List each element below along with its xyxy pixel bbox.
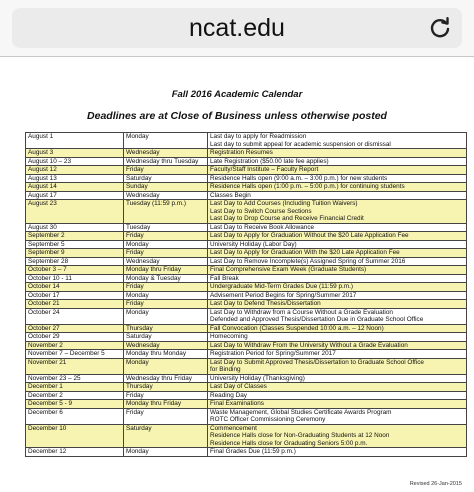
date-cell: October 3 – 7 — [26, 266, 124, 275]
event-cell — [208, 383, 467, 392]
event-line: Last Day of Classes — [210, 383, 267, 390]
date-cell: December 10 — [26, 424, 124, 448]
event-cell — [208, 149, 467, 158]
table-row — [26, 391, 467, 400]
date-cell: November 23 – 25 — [26, 374, 124, 383]
table-row — [26, 266, 467, 275]
date-cell: October 17 — [26, 291, 124, 300]
table-row — [26, 274, 467, 283]
event-line: Residence Halls open (1:00 p.m. – 5:00 p.m.) for continuing students — [210, 183, 405, 190]
day-cell: Wednesday — [124, 191, 208, 200]
url-text: ncat.edu — [189, 14, 285, 42]
event-line: Defended and Approved Thesis/Dissertation Due in Graduate School Office — [210, 316, 424, 323]
day-cell: Monday thru Friday — [124, 400, 208, 409]
day-cell: Friday — [124, 391, 208, 400]
table-row — [26, 400, 467, 409]
date-cell: December 1 — [26, 383, 124, 392]
day-cell: Thursday — [124, 383, 208, 392]
day-cell: Thursday — [124, 324, 208, 333]
event-line: Last Day to Drop Course and Receive Financial Credit — [210, 215, 364, 222]
day-cell: Monday — [124, 240, 208, 249]
table-row — [26, 408, 467, 424]
event-line: ROTC Officer Commissioning Ceremony — [210, 416, 326, 423]
table-row — [26, 200, 467, 224]
table-row — [26, 223, 467, 232]
event-line: Final Examinations — [210, 400, 264, 407]
event-line: Last day to apply for Readmission — [210, 133, 307, 140]
event-line: Residence Halls close for Graduating Seniors 5:00 p.m. — [210, 439, 368, 447]
event-cell — [208, 333, 467, 342]
day-cell: Saturday — [124, 333, 208, 342]
day-cell: Wednesday thru Tuesday — [124, 157, 208, 166]
event-cell — [208, 257, 467, 266]
event-line: Last Day to Switch Course Sections — [210, 207, 312, 215]
calendar-subtitle: Deadlines are at Close of Business unless otherwise posted — [87, 110, 387, 122]
day-cell: Wednesday — [124, 257, 208, 266]
event-cell — [208, 174, 467, 183]
table-row — [26, 240, 467, 249]
event-line: Fall Convocation (Classes Suspended 10:00 a.m. – 12 Noon) — [210, 324, 384, 332]
event-cell — [208, 300, 467, 309]
table-row — [26, 308, 467, 324]
event-cell — [208, 166, 467, 175]
date-cell: September 28 — [26, 257, 124, 266]
table-row — [26, 133, 467, 149]
date-cell: November 2 — [26, 341, 124, 350]
event-line: Classes Begin — [210, 191, 251, 199]
day-cell: Saturday — [124, 174, 208, 183]
date-cell: November 7 – December 5 — [26, 350, 124, 359]
event-line: Residence Halls open (9:00 a.m. – 3:00 p.m.) for new students — [210, 174, 388, 182]
calendar-table — [25, 132, 467, 457]
date-cell: August 10 – 23 — [26, 157, 124, 166]
calendar-title: Fall 2016 Academic Calendar — [171, 89, 303, 100]
table-row — [26, 157, 467, 166]
date-cell: August 23 — [26, 200, 124, 224]
table-row — [26, 166, 467, 175]
event-cell — [208, 133, 467, 149]
event-line: Last day to submit appeal for academic suspension or dismissal — [210, 140, 391, 148]
event-cell — [208, 341, 467, 350]
date-cell: October 21 — [26, 300, 124, 309]
event-cell — [208, 274, 467, 283]
table-row — [26, 191, 467, 200]
event-cell — [208, 232, 467, 241]
event-cell — [208, 358, 467, 374]
table-row — [26, 358, 467, 374]
event-cell — [208, 391, 467, 400]
browser-address-bar — [0, 0, 474, 57]
table-row — [26, 249, 467, 258]
date-cell: September 9 — [26, 249, 124, 258]
date-cell: September 5 — [26, 240, 124, 249]
event-cell — [208, 350, 467, 359]
event-line: Last Day to Withdraw From the University Without a Grade Evaluation — [210, 341, 408, 349]
date-cell: August 3 — [26, 149, 124, 158]
event-cell — [208, 183, 467, 192]
event-line: Homecoming — [210, 333, 248, 340]
table-row — [26, 291, 467, 300]
event-line: University Holiday (Thanksgiving) — [210, 374, 305, 382]
date-cell: October 27 — [26, 324, 124, 333]
event-line: Fall Break — [210, 274, 239, 282]
event-cell — [208, 249, 467, 258]
day-cell: Friday — [124, 408, 208, 424]
event-line: Last Day to Remove Incomplete(s) Assigned Spring of Summer 2016 — [210, 257, 406, 265]
day-cell: Friday — [124, 166, 208, 175]
day-cell: Monday thru Friday — [124, 266, 208, 275]
event-line: Final Grades Due (11:59 p.m.) — [210, 448, 296, 455]
date-cell: September 2 — [26, 232, 124, 241]
event-line: Last Day to Withdraw from a Course Without a Grade Evaluation — [210, 308, 393, 316]
day-cell: Wednesday — [124, 341, 208, 350]
day-cell: Monday — [124, 448, 208, 457]
date-cell: December 5 - 9 — [26, 400, 124, 409]
event-cell — [208, 223, 467, 232]
date-cell: October 24 — [26, 308, 124, 324]
event-cell — [208, 157, 467, 166]
date-cell: August 14 — [26, 183, 124, 192]
date-cell: December 6 — [26, 408, 124, 424]
event-cell — [208, 448, 467, 457]
table-row — [26, 232, 467, 241]
event-cell — [208, 291, 467, 300]
date-cell: December 2 — [26, 391, 124, 400]
date-cell: August 30 — [26, 223, 124, 232]
table-row — [26, 257, 467, 266]
table-row — [26, 149, 467, 158]
event-line: Last Day to Receive Book Allowance — [210, 223, 315, 231]
table-row — [26, 333, 467, 342]
day-cell: Monday & Tuesday — [124, 274, 208, 283]
table-row — [26, 300, 467, 309]
event-cell — [208, 283, 467, 292]
day-cell: Monday — [124, 358, 208, 374]
table-row — [26, 174, 467, 183]
event-cell — [208, 324, 467, 333]
day-cell: Tuesday (11:59 p.m.) — [124, 200, 208, 224]
event-line: Residence Halls close for Non-Graduating Students at 12 Noon — [210, 432, 390, 439]
day-cell: Friday — [124, 232, 208, 241]
event-line: Last Day to Defend Thesis/Dissertation — [210, 300, 321, 307]
event-cell — [208, 400, 467, 409]
day-cell: Monday — [124, 291, 208, 300]
event-cell — [208, 424, 467, 448]
event-line: University Holiday (Labor Day) — [210, 240, 297, 248]
event-cell — [208, 408, 467, 424]
event-cell — [208, 240, 467, 249]
table-row — [26, 383, 467, 392]
table-row — [26, 324, 467, 333]
url-field[interactable] — [12, 8, 462, 48]
document-page — [0, 57, 474, 492]
event-cell — [208, 200, 467, 224]
day-cell: Friday — [124, 283, 208, 292]
date-cell: August 13 — [26, 174, 124, 183]
event-line: Advisement Period Begins for Spring/Summer 2017 — [210, 291, 357, 299]
day-cell: Saturday — [124, 424, 208, 448]
event-cell — [208, 374, 467, 383]
reload-icon[interactable] — [426, 14, 454, 42]
day-cell: Friday — [124, 249, 208, 258]
day-cell: Monday thru Monday — [124, 350, 208, 359]
date-cell: August 12 — [26, 166, 124, 175]
date-cell: December 12 — [26, 448, 124, 457]
event-line: Registration Resumes — [210, 149, 273, 156]
table-row — [26, 283, 467, 292]
date-cell: October 10 - 11 — [26, 274, 124, 283]
day-cell: Wednesday — [124, 149, 208, 158]
event-cell — [208, 266, 467, 275]
table-row — [26, 448, 467, 457]
event-line: Last Day to Add Courses (Including Tuition Waivers) — [210, 200, 358, 207]
date-cell: October 29 — [26, 333, 124, 342]
event-line: Commencement — [210, 424, 257, 432]
day-cell: Friday — [124, 300, 208, 309]
event-line: Last Day to Apply for Graduation With the $20 Late Application Fee — [210, 249, 400, 256]
date-cell: August 17 — [26, 191, 124, 200]
date-cell: November 21 — [26, 358, 124, 374]
date-cell: August 1 — [26, 133, 124, 149]
date-cell: October 14 — [26, 283, 124, 292]
day-cell: Monday — [124, 133, 208, 149]
table-row — [26, 374, 467, 383]
event-line: Late Registration ($50.00 late fee applies) — [210, 157, 329, 165]
event-line: Reading Day — [210, 391, 247, 399]
event-line: Registration Period for Spring/Summer 2017 — [210, 350, 336, 357]
table-row — [26, 350, 467, 359]
table-row — [26, 424, 467, 448]
day-cell: Monday — [124, 308, 208, 324]
event-cell — [208, 191, 467, 200]
event-line: Last Day to Apply for Graduation Without the $20 Late Application Fee — [210, 232, 409, 239]
event-line: Faculty/Staff Institute – Faculty Report — [210, 166, 319, 173]
day-cell: Sunday — [124, 183, 208, 192]
event-line: Last Day to Submit Approved Thesis/Dissertation to Graduate School Office — [210, 358, 424, 366]
event-line: for Binding — [210, 366, 241, 373]
event-line: Undergraduate Mid-Term Grades Due (11:59 p.m.) — [210, 283, 354, 290]
table-row — [26, 341, 467, 350]
revision-note: Revised 26-Jan-2015 — [409, 481, 462, 487]
day-cell: Tuesday — [124, 223, 208, 232]
day-cell: Wednesday thru Friday — [124, 374, 208, 383]
event-line: Waste Management, Global Studies Certificate Awards Program — [210, 408, 392, 416]
table-row — [26, 183, 467, 192]
event-line: Final Comprehensive Exam Week (Graduate Students) — [210, 266, 367, 273]
event-cell — [208, 308, 467, 324]
